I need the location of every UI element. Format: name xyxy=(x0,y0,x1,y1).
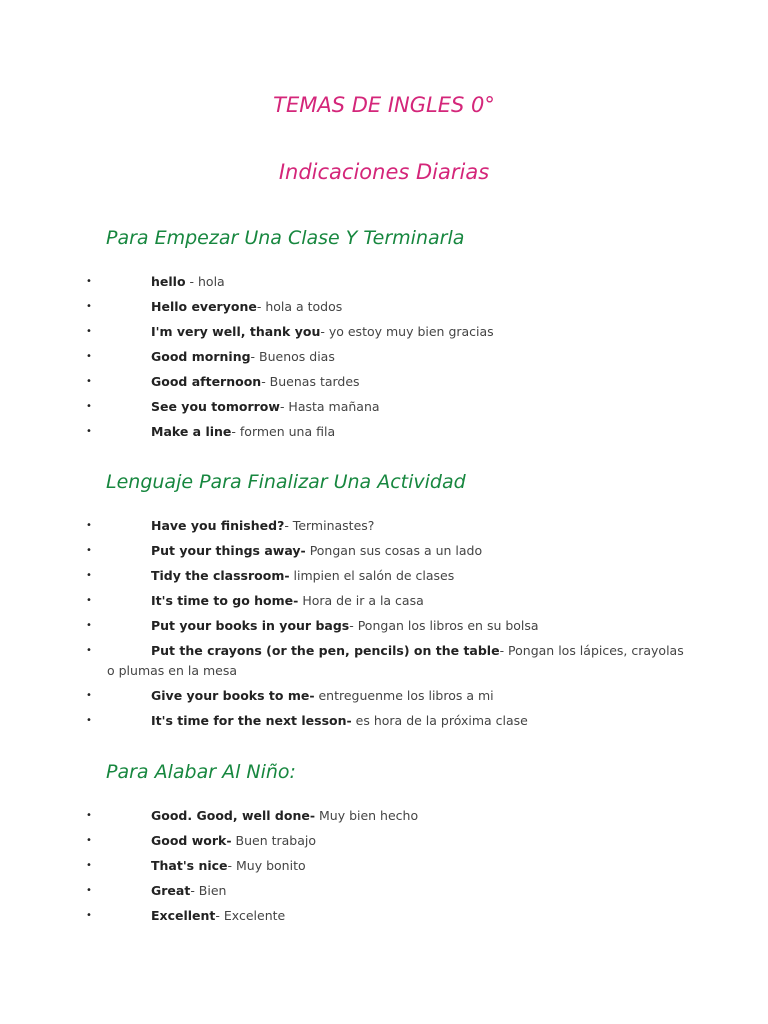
list-item xyxy=(0,423,768,448)
bullet-icon: • xyxy=(86,810,92,821)
list-item xyxy=(0,323,768,348)
bullet-icon: • xyxy=(86,645,92,656)
phrase-spanish: limpien el salón de clases xyxy=(289,568,455,583)
list-item xyxy=(0,373,768,398)
list-item xyxy=(0,617,768,642)
list-item xyxy=(0,398,768,423)
bullet-icon: • xyxy=(86,690,92,701)
phrase-english: Hello everyone xyxy=(151,299,257,314)
phrase-spanish: - hola a todos xyxy=(256,299,343,314)
phrase-english: Put the crayons (or the pen, pencils) on the table xyxy=(151,643,500,658)
phrase-spanish: - Bien xyxy=(190,883,227,898)
phrase-english: Make a line xyxy=(151,424,232,439)
phrase-english: That's nice xyxy=(151,858,228,873)
list-item xyxy=(0,567,768,592)
phrase-spanish: - formen una fila xyxy=(231,424,336,439)
document-subtitle: Indicaciones Diarias xyxy=(278,160,490,184)
list-item xyxy=(0,298,768,323)
list-item xyxy=(0,882,768,907)
bullet-icon: • xyxy=(86,326,92,337)
list-item xyxy=(0,712,768,737)
list-item xyxy=(0,592,768,617)
section-heading-finish-activity: Lenguaje Para Finalizar Una Actividad xyxy=(106,471,466,493)
bullet-icon: • xyxy=(86,276,92,287)
phrase-english: Good morning xyxy=(151,349,251,364)
phrase-spanish: - Pongan los libros en su bolsa xyxy=(349,618,539,633)
phrase-english: Good. Good, well done- xyxy=(151,808,316,823)
bullet-icon: • xyxy=(86,301,92,312)
list-item xyxy=(0,807,768,832)
bullet-icon: • xyxy=(86,570,92,581)
list-item xyxy=(0,642,768,687)
phrase-spanish: Muy bien hecho xyxy=(315,808,419,823)
phrase-spanish: - Terminastes? xyxy=(284,518,375,533)
phrase-spanish: es hora de la próxima clase xyxy=(351,713,528,728)
phrase-spanish: - yo estoy muy bien gracias xyxy=(320,324,494,339)
phrase-english: Excellent xyxy=(151,908,216,923)
phrase-english: hello xyxy=(151,274,186,289)
phrase-spanish: Buen trabajo xyxy=(231,833,317,848)
bullet-icon: • xyxy=(86,860,92,871)
bullet-icon: • xyxy=(86,545,92,556)
phrase-english: Great xyxy=(151,883,191,898)
phrase-spanish: - Pongan los lápices, crayolas xyxy=(499,643,684,658)
phrase-spanish: entreguenme los libros a mi xyxy=(314,688,494,703)
bullet-icon: • xyxy=(86,351,92,362)
phrase-english: It's time to go home- xyxy=(151,593,299,608)
phrase-spanish-continued: o plumas en la mesa xyxy=(107,663,238,678)
bullet-icon: • xyxy=(86,595,92,606)
bullet-icon: • xyxy=(86,520,92,531)
list-item xyxy=(0,517,768,542)
bullet-icon: • xyxy=(86,715,92,726)
phrase-english: Put your books in your bags xyxy=(151,618,350,633)
list-item xyxy=(0,273,768,298)
phrase-spanish: - Muy bonito xyxy=(227,858,306,873)
bullet-icon: • xyxy=(86,426,92,437)
phrase-english: Have you finished? xyxy=(151,518,285,533)
phrase-english: It's time for the next lesson- xyxy=(151,713,352,728)
phrase-spanish: - Excelente xyxy=(215,908,286,923)
phrase-english: Good work- xyxy=(151,833,232,848)
bullet-icon: • xyxy=(86,885,92,896)
list-item xyxy=(0,857,768,882)
phrase-spanish: - hola xyxy=(185,274,225,289)
bullet-icon: • xyxy=(86,401,92,412)
phrase-spanish: Pongan sus cosas a un lado xyxy=(305,543,483,558)
section-heading-praise-child: Para Alabar Al Niño: xyxy=(106,761,296,783)
phrase-english: Put your things away- xyxy=(151,543,306,558)
phrase-list-finish-activity xyxy=(0,517,768,737)
list-item xyxy=(0,832,768,857)
phrase-spanish: - Buenas tardes xyxy=(261,374,360,389)
phrase-spanish: - Buenos dias xyxy=(250,349,335,364)
document-title: TEMAS DE INGLES 0° xyxy=(273,93,495,117)
phrase-list-start-end-class xyxy=(0,273,768,448)
phrase-spanish: - Hasta mañana xyxy=(279,399,380,414)
list-item xyxy=(0,907,768,932)
bullet-icon: • xyxy=(86,835,92,846)
phrase-spanish: Hora de ir a la casa xyxy=(298,593,424,608)
list-item xyxy=(0,542,768,567)
phrase-list-praise-child xyxy=(0,807,768,932)
section-heading-start-end-class: Para Empezar Una Clase Y Terminarla xyxy=(106,227,465,249)
list-item xyxy=(0,348,768,373)
list-item xyxy=(0,687,768,712)
bullet-icon: • xyxy=(86,376,92,387)
phrase-english: See you tomorrow xyxy=(151,399,280,414)
phrase-english: Tidy the classroom- xyxy=(151,568,290,583)
bullet-icon: • xyxy=(86,620,92,631)
phrase-english: I'm very well, thank you xyxy=(151,324,321,339)
phrase-english: Good afternoon xyxy=(151,374,262,389)
phrase-english: Give your books to me- xyxy=(151,688,315,703)
bullet-icon: • xyxy=(86,910,92,921)
